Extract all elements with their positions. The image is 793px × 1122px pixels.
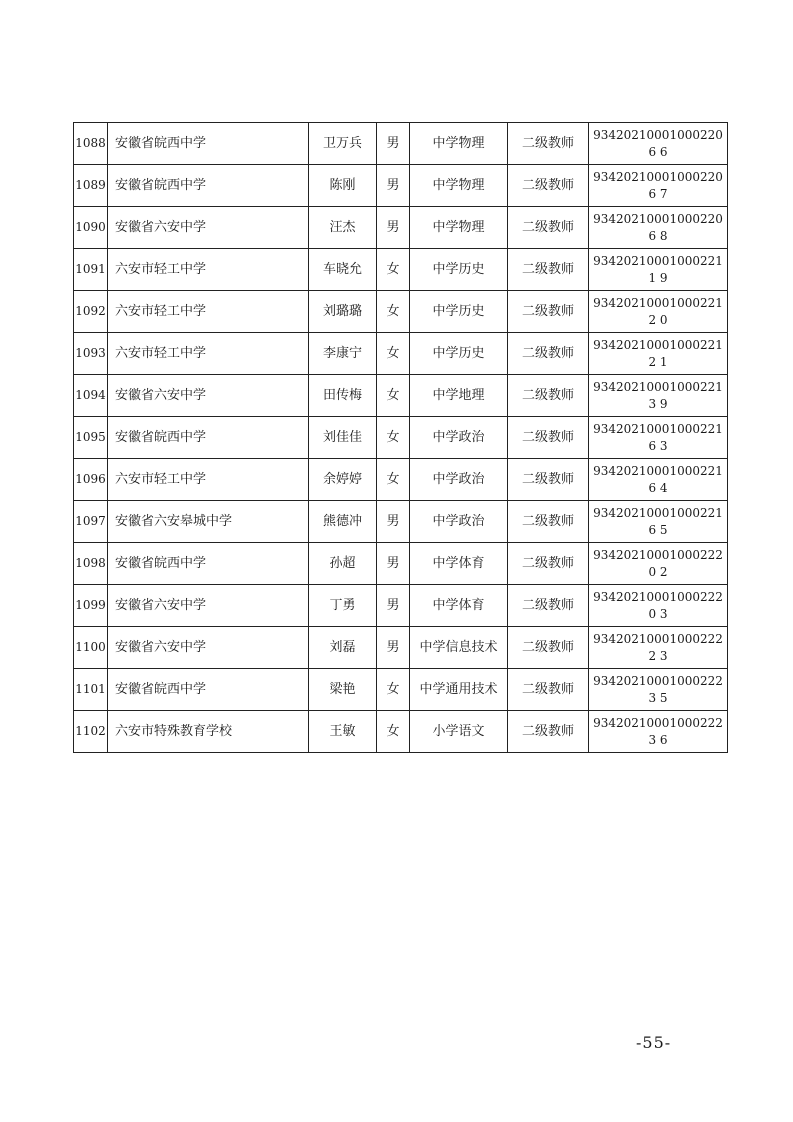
cell-number: 1095 (74, 417, 108, 459)
teacher-roster-table (73, 122, 728, 753)
cell-gender: 男 (377, 165, 410, 207)
cell-gender: 女 (377, 249, 410, 291)
cell-school: 安徽省六安中学 (108, 375, 309, 417)
cell-certificate-code: 934202100010002216 5 (589, 501, 728, 543)
cell-title: 二级教师 (508, 585, 589, 627)
cell-number: 1097 (74, 501, 108, 543)
cell-title: 二级教师 (508, 123, 589, 165)
cell-gender: 女 (377, 291, 410, 333)
cell-name: 孙超 (309, 543, 377, 585)
cell-school: 安徽省皖西中学 (108, 543, 309, 585)
cell-subject: 中学政治 (410, 501, 508, 543)
cell-gender: 女 (377, 333, 410, 375)
cell-subject: 中学历史 (410, 333, 508, 375)
cell-name: 李康宁 (309, 333, 377, 375)
cell-name: 刘佳佳 (309, 417, 377, 459)
cell-title: 二级教师 (508, 627, 589, 669)
cell-name: 王敏 (309, 711, 377, 753)
cell-name: 刘璐璐 (309, 291, 377, 333)
cell-certificate-code: 934202100010002213 9 (589, 375, 728, 417)
cell-subject: 中学体育 (410, 543, 508, 585)
cell-gender: 女 (377, 375, 410, 417)
cell-certificate-code: 934202100010002206 8 (589, 207, 728, 249)
cell-name: 卫万兵 (309, 123, 377, 165)
cell-certificate-code: 934202100010002223 5 (589, 669, 728, 711)
cell-name: 余婷婷 (309, 459, 377, 501)
cell-subject: 中学物理 (410, 207, 508, 249)
cell-name: 田传梅 (309, 375, 377, 417)
cell-name: 陈刚 (309, 165, 377, 207)
cell-number: 1102 (74, 711, 108, 753)
cell-number: 1089 (74, 165, 108, 207)
cell-title: 二级教师 (508, 543, 589, 585)
cell-subject: 中学政治 (410, 459, 508, 501)
cell-title: 二级教师 (508, 711, 589, 753)
table-row (74, 249, 728, 291)
cell-subject: 中学物理 (410, 123, 508, 165)
cell-school: 安徽省皖西中学 (108, 165, 309, 207)
roster-body (74, 123, 728, 753)
cell-gender: 男 (377, 207, 410, 249)
cell-subject: 中学体育 (410, 585, 508, 627)
cell-school: 六安市轻工中学 (108, 333, 309, 375)
cell-certificate-code: 934202100010002211 9 (589, 249, 728, 291)
table-row (74, 333, 728, 375)
table-row (74, 711, 728, 753)
cell-certificate-code: 934202100010002212 0 (589, 291, 728, 333)
cell-number: 1100 (74, 627, 108, 669)
cell-school: 安徽省皖西中学 (108, 669, 309, 711)
cell-certificate-code: 934202100010002206 7 (589, 165, 728, 207)
cell-title: 二级教师 (508, 375, 589, 417)
table-row (74, 459, 728, 501)
cell-gender: 男 (377, 627, 410, 669)
cell-number: 1090 (74, 207, 108, 249)
cell-subject: 中学物理 (410, 165, 508, 207)
cell-gender: 男 (377, 123, 410, 165)
cell-school: 安徽省六安中学 (108, 207, 309, 249)
cell-certificate-code: 934202100010002212 1 (589, 333, 728, 375)
cell-title: 二级教师 (508, 417, 589, 459)
cell-number: 1101 (74, 669, 108, 711)
cell-title: 二级教师 (508, 207, 589, 249)
cell-name: 丁勇 (309, 585, 377, 627)
cell-gender: 男 (377, 543, 410, 585)
cell-number: 1096 (74, 459, 108, 501)
cell-number: 1093 (74, 333, 108, 375)
table-row (74, 669, 728, 711)
cell-number: 1088 (74, 123, 108, 165)
cell-certificate-code: 934202100010002206 6 (589, 123, 728, 165)
cell-gender: 女 (377, 417, 410, 459)
table-row (74, 543, 728, 585)
cell-school: 安徽省皖西中学 (108, 123, 309, 165)
cell-name: 梁艳 (309, 669, 377, 711)
cell-school: 安徽省六安皋城中学 (108, 501, 309, 543)
cell-school: 六安市轻工中学 (108, 249, 309, 291)
cell-title: 二级教师 (508, 165, 589, 207)
cell-certificate-code: 934202100010002220 3 (589, 585, 728, 627)
cell-gender: 男 (377, 585, 410, 627)
cell-subject: 中学历史 (410, 291, 508, 333)
cell-school: 安徽省六安中学 (108, 627, 309, 669)
cell-title: 二级教师 (508, 669, 589, 711)
page-number: -55- (636, 1033, 672, 1052)
cell-name: 车晓允 (309, 249, 377, 291)
cell-number: 1092 (74, 291, 108, 333)
cell-gender: 女 (377, 711, 410, 753)
cell-subject: 小学语文 (410, 711, 508, 753)
cell-name: 刘磊 (309, 627, 377, 669)
table-row (74, 627, 728, 669)
cell-subject: 中学地理 (410, 375, 508, 417)
cell-title: 二级教师 (508, 291, 589, 333)
cell-certificate-code: 934202100010002223 6 (589, 711, 728, 753)
cell-subject: 中学信息技术 (410, 627, 508, 669)
cell-number: 1099 (74, 585, 108, 627)
cell-school: 安徽省六安中学 (108, 585, 309, 627)
cell-subject: 中学通用技术 (410, 669, 508, 711)
cell-title: 二级教师 (508, 249, 589, 291)
cell-gender: 女 (377, 459, 410, 501)
table-row (74, 501, 728, 543)
cell-certificate-code: 934202100010002216 3 (589, 417, 728, 459)
cell-subject: 中学历史 (410, 249, 508, 291)
table-row (74, 165, 728, 207)
cell-number: 1094 (74, 375, 108, 417)
table-row (74, 123, 728, 165)
cell-name: 汪杰 (309, 207, 377, 249)
cell-number: 1098 (74, 543, 108, 585)
cell-certificate-code: 934202100010002220 2 (589, 543, 728, 585)
cell-subject: 中学政治 (410, 417, 508, 459)
cell-number: 1091 (74, 249, 108, 291)
cell-certificate-code: 934202100010002216 4 (589, 459, 728, 501)
cell-gender: 女 (377, 669, 410, 711)
cell-name: 熊德冲 (309, 501, 377, 543)
table-row (74, 375, 728, 417)
table-row (74, 207, 728, 249)
cell-school: 安徽省皖西中学 (108, 417, 309, 459)
cell-school: 六安市特殊教育学校 (108, 711, 309, 753)
cell-title: 二级教师 (508, 501, 589, 543)
cell-title: 二级教师 (508, 459, 589, 501)
cell-school: 六安市轻工中学 (108, 291, 309, 333)
cell-gender: 男 (377, 501, 410, 543)
table-row (74, 417, 728, 459)
table-row (74, 585, 728, 627)
cell-title: 二级教师 (508, 333, 589, 375)
cell-certificate-code: 934202100010002222 3 (589, 627, 728, 669)
cell-school: 六安市轻工中学 (108, 459, 309, 501)
table-row (74, 291, 728, 333)
